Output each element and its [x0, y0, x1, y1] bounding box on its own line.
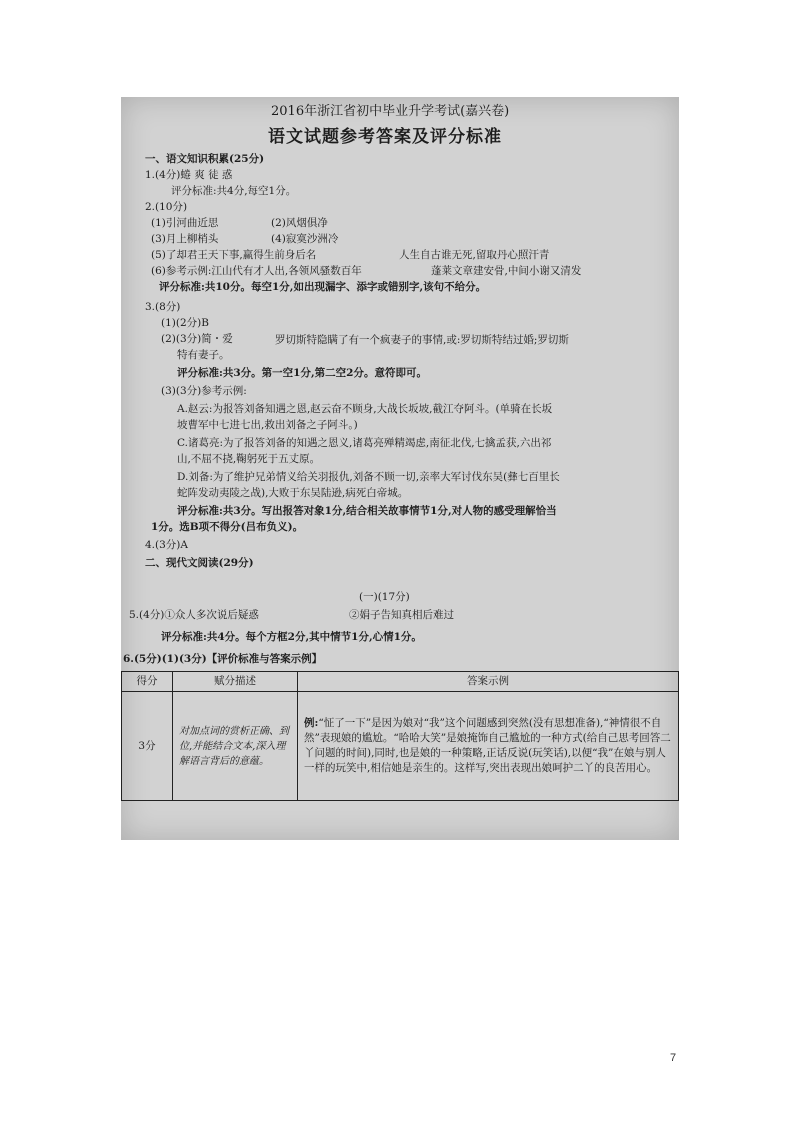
- answer-line: 1.(4分)蜷 爽 徒 惑: [145, 169, 233, 181]
- rubric-example-cell: [298, 692, 679, 801]
- scoring-line: 1分。选B项不得分(吕布负义)。: [151, 521, 304, 533]
- answer-line: (4)寂寞沙洲冷: [271, 233, 339, 245]
- answer-line: (3)月上柳梢头: [151, 233, 219, 245]
- answer-line: 人生自古谁无死,留取丹心照汗青: [399, 249, 550, 261]
- scoring-line: 评分标准:共4分,每空1分。: [171, 185, 297, 197]
- answer-line: ②娟子告知真相后难过: [349, 609, 454, 621]
- answer-line: (3)(3分)参考示例:: [161, 385, 247, 397]
- rubric-description: 对加点词的赏析正确、到位,并能结合文本,深入理解语言背后的意蕴。: [173, 692, 298, 801]
- scoring-line: 评分标准:共3分。写出报答对象1分,结合相关故事情节1分,对人物的感受理解恰当: [177, 505, 557, 517]
- exam-title: 2016年浙江省初中毕业升学考试(嘉兴卷): [271, 104, 510, 119]
- rubric-table: [121, 671, 679, 801]
- answer-line: (2)(3分)简・爱: [161, 333, 233, 345]
- answer-line: 蛇阵发动夷陵之战),大败于东吴陆逊,病死白帝城。: [177, 487, 409, 499]
- rubric-header-row: [122, 672, 679, 692]
- answer-line: 山,不屈不挠,鞠躬死于五丈原。: [177, 453, 321, 465]
- answer-line: 4.(3分)A: [145, 539, 188, 551]
- scoring-line: 评分标准:共3分。第一空1分,第二空2分。意符即可。: [177, 367, 427, 379]
- question-line: 2.(10分): [145, 201, 188, 213]
- subsection-heading: (一)(17分): [359, 591, 410, 603]
- answer-line: 蓬莱文章建安骨,中间小谢又清发: [431, 265, 582, 277]
- answer-line: 坡曹军中七进七出,救出刘备之子阿斗。): [177, 419, 358, 431]
- question-line: 6.(5分)(1)(3分)【评价标准与答案示例】: [123, 653, 323, 665]
- section-heading: 一、语文知识积累(25分): [145, 153, 265, 165]
- answer-line: 特有妻子。: [177, 349, 230, 361]
- answer-line: C.诸葛亮:为了报答刘备的知遇之恩义,诸葛亮殚精竭虑,南征北伐,七擒孟获,六出祁: [177, 437, 552, 449]
- answer-line: 罗切斯特隐瞒了有一个疯妻子的事情,或:罗切斯特结过婚;罗切斯: [275, 334, 569, 346]
- rubric-header: 赋分描述: [173, 672, 298, 692]
- page-number: 7: [670, 1052, 677, 1064]
- rubric-header: 答案示例: [298, 672, 679, 692]
- answer-line: (6)参考示例:江山代有才人出,各领风骚数百年: [151, 265, 362, 277]
- rubric-example-label: 例:: [304, 717, 319, 729]
- scanned-answer-sheet: [121, 97, 679, 840]
- answer-line: 5.(4分)①众人多次说后疑惑: [129, 609, 259, 621]
- rubric-header: 得分: [122, 672, 173, 692]
- scoring-line: 评分标准:共10分。每空1分,如出现漏字、添字或错别字,该句不给分。: [159, 281, 487, 293]
- rubric-score: 3分: [122, 692, 173, 801]
- section-heading: 二、现代文阅读(29分): [145, 557, 254, 569]
- answer-line: A.赵云:为报答刘备知遇之恩,赵云奋不顾身,大战长坂坡,截江夺阿斗。(单骑在长坂: [177, 403, 553, 415]
- answer-line: (1)(2分)B: [161, 317, 209, 329]
- rubric-row: [122, 692, 679, 801]
- rubric-example: “怔了一下”是因为娘对“我”这个问题感到突然(没有思想准备),“神情很不自然”表现娘的尴尬。“哈哈大笑”是娘掩饰自己尴尬的一种方式(给自己思考回答二丫问题的时间),同时,也是娘的一种策略,正话反说(玩笑话),以便“我”在娘与别人一样的玩笑中,相信她是亲生的。这样写,突出表现出娘呵护二丫的良苦用心。: [304, 717, 671, 774]
- answer-line: (2)风烟俱净: [271, 217, 328, 229]
- document-title: 语文试题参考答案及评分标准: [268, 127, 502, 147]
- answer-line: (5)了却君王天下事,赢得生前身后名: [151, 249, 317, 261]
- answer-line: (1)引河曲近思: [151, 217, 219, 229]
- scoring-line: 评分标准:共4分。每个方框2分,其中情节1分,心情1分。: [161, 631, 422, 643]
- question-line: 3.(8分): [145, 301, 181, 313]
- answer-line: D.刘备:为了维护兄弟情义给关羽报仇,刘备不顾一切,亲率大军讨伐东吴(彝七百里长: [177, 471, 560, 483]
